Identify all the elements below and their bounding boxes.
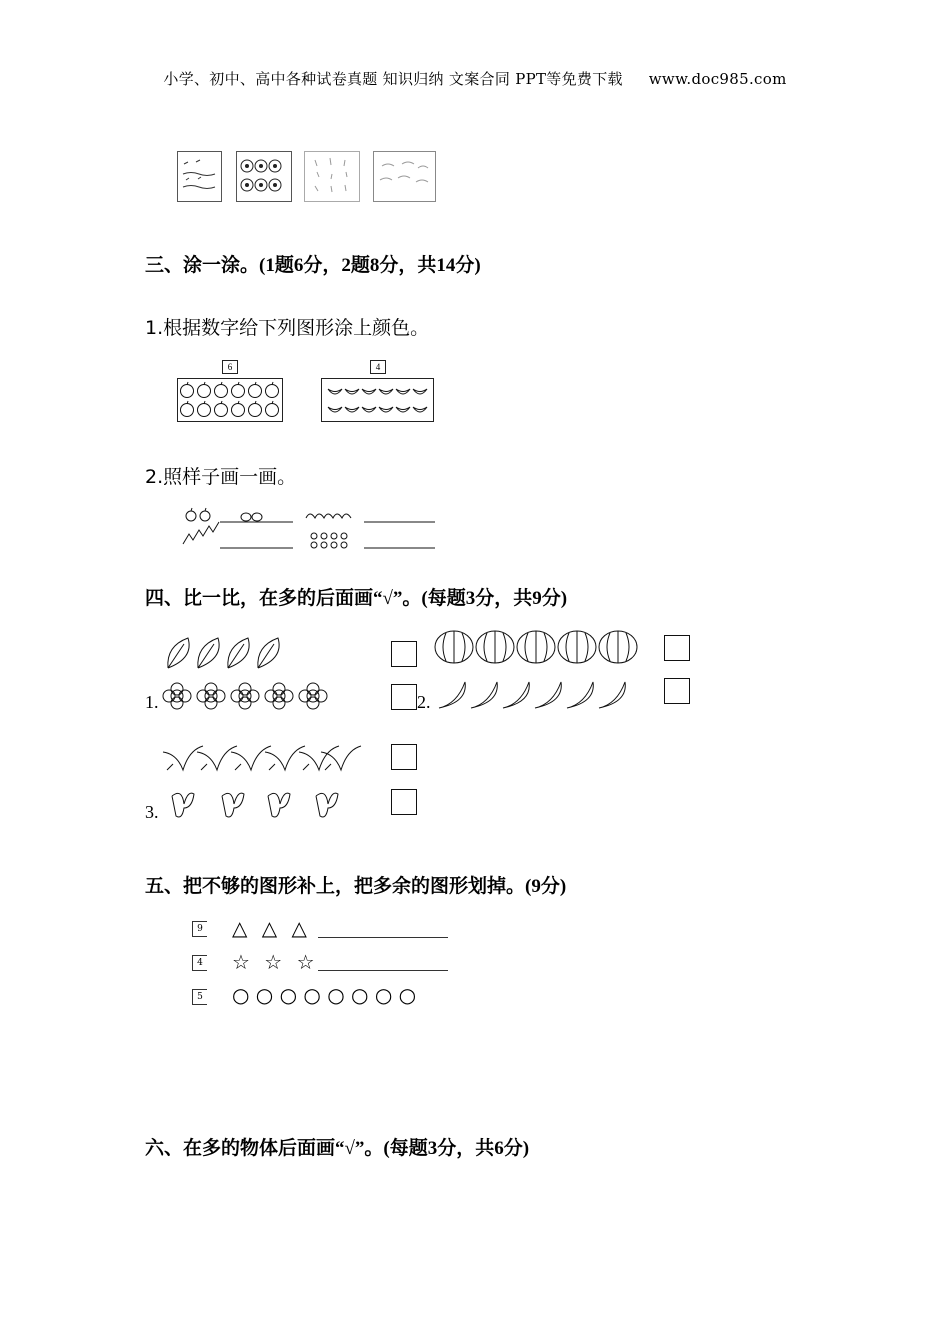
flower-icon <box>161 682 333 714</box>
banana-icon <box>322 379 433 421</box>
picture-card-1 <box>177 151 222 202</box>
apple-mark <box>249 404 262 417</box>
check-box-pumpkins[interactable] <box>664 635 690 661</box>
count-tag-apples: 6 <box>222 360 238 374</box>
section3-title: 三、涂一涂。(1题6分，2题8分，共14分) <box>145 255 481 276</box>
banana-mark <box>413 389 427 394</box>
star-row: ☆ ☆ ☆ <box>232 950 319 974</box>
picture-card-4 <box>373 151 436 202</box>
count-tag-bananas: 4 <box>370 360 386 374</box>
apple-mark <box>181 385 194 398</box>
banana-mark <box>362 389 376 394</box>
triangle-row: △ △ △ <box>232 916 311 940</box>
item-label-1: 1. <box>145 692 159 712</box>
apple-mark <box>215 385 228 398</box>
flower-sketch-icon <box>305 152 359 201</box>
apple-mark <box>215 404 228 417</box>
header-url[interactable]: www.doc985.com <box>648 70 787 88</box>
pumpkin-icon <box>434 628 654 666</box>
section5-title: 五、把不够的图形补上，把多余的图形划掉。(9分) <box>145 876 567 897</box>
apple-mark <box>266 385 279 398</box>
section3-question-1: 1.根据数字给下列图形涂上颜色。 <box>145 317 430 339</box>
banana-frame <box>321 378 434 422</box>
item-label-2: 2. <box>417 692 431 712</box>
banana-mark <box>345 407 359 412</box>
count-box-stars: 4 <box>192 955 207 971</box>
leaf-icon <box>164 634 284 674</box>
apple-mark <box>181 404 194 417</box>
apple-icon <box>178 379 282 421</box>
banana-mark <box>379 407 393 412</box>
section4-title: 四、比一比，在多的后面画“√”。(每题3分，共9分) <box>145 588 568 609</box>
eggplant-icon <box>433 674 633 714</box>
check-box-flowers[interactable] <box>391 684 417 710</box>
banana-mark <box>328 407 342 412</box>
apple-mark <box>232 385 245 398</box>
apple-mark <box>198 385 211 398</box>
count-box-triangles: 9 <box>192 921 207 937</box>
circle-row: ○ ○ ○ ○ ○ ○ ○ ○ <box>232 983 417 1007</box>
banana-mark <box>396 407 410 412</box>
figure-doodle-icon <box>178 152 221 201</box>
check-box-swallows[interactable] <box>391 744 417 770</box>
butterfly-icon <box>168 786 348 820</box>
check-box-leaves[interactable] <box>391 641 417 667</box>
item-label-3: 3. <box>145 802 159 822</box>
answer-line-stars[interactable] <box>318 970 448 971</box>
section3-question-2: 2.照样子画一画。 <box>145 466 297 488</box>
count-box-circles: 5 <box>192 989 207 1005</box>
banana-mark <box>379 389 393 394</box>
answer-line-triangles[interactable] <box>318 937 448 938</box>
banana-mark <box>396 389 410 394</box>
check-box-eggplants[interactable] <box>664 678 690 704</box>
banana-mark <box>345 389 359 394</box>
picture-card-3 <box>304 151 360 202</box>
football-icon <box>237 152 291 201</box>
draw-example-area <box>183 506 443 554</box>
apple-mark <box>249 385 262 398</box>
apple-mark <box>232 404 245 417</box>
apple-mark <box>266 404 279 417</box>
header-text: 小学、初中、高中各种试卷真题 知识归纳 文案合同 PPT等免费下载 <box>163 70 623 88</box>
banana-mark <box>413 407 427 412</box>
apple-frame <box>177 378 283 422</box>
check-box-butterflies[interactable] <box>391 789 417 815</box>
apple-mark <box>198 404 211 417</box>
bird-sketch-icon <box>374 152 435 201</box>
page-header <box>0 68 950 89</box>
banana-mark <box>328 389 342 394</box>
banana-mark <box>362 407 376 412</box>
section6-title: 六、在多的物体后面画“√”。(每题3分，共6分) <box>145 1138 530 1159</box>
swallow-icon <box>161 742 366 774</box>
picture-card-2 <box>236 151 292 202</box>
